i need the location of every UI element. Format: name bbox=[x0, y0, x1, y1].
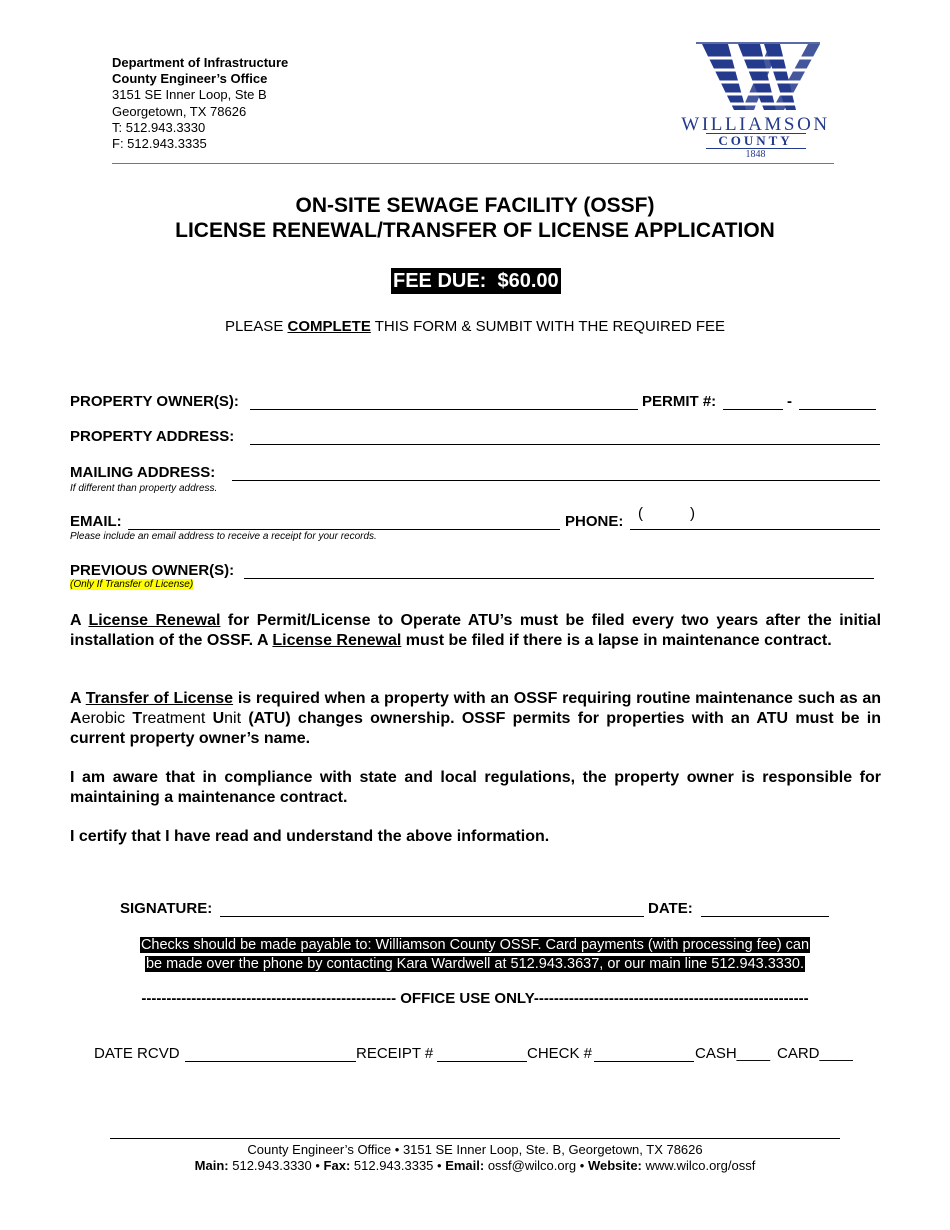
mailing-address-label: MAILING ADDRESS: bbox=[70, 464, 216, 481]
p2-initial: A bbox=[70, 710, 82, 727]
permit-number-separator: - bbox=[787, 393, 792, 410]
footer-main-phone: 512.943.3330 • bbox=[228, 1158, 324, 1173]
previous-owner-field[interactable] bbox=[244, 578, 874, 579]
signature-label: SIGNATURE: bbox=[120, 900, 213, 917]
header-divider bbox=[112, 163, 834, 164]
check-number-label: CHECK # bbox=[527, 1045, 593, 1062]
footer-fax: 512.943.3335 • bbox=[350, 1158, 446, 1173]
property-address-label: PROPERTY ADDRESS: bbox=[70, 428, 235, 445]
p1-underlined-term: License Renewal bbox=[88, 612, 221, 629]
footer-address: County Engineer’s Office • 3151 SE Inner Loop, Ste. B, Georgetown, TX 78626 bbox=[247, 1142, 703, 1157]
fee-due-badge: FEE DUE: $60.00 bbox=[393, 270, 559, 292]
instruction-post: THIS FORM & SUMBIT WITH THE REQUIRED FEE bbox=[370, 318, 726, 335]
footer-email[interactable]: ossf@wilco.org • bbox=[484, 1158, 588, 1173]
previous-owner-label: PREVIOUS OWNER(S): bbox=[70, 562, 235, 579]
mailing-address-note: If different than property address. bbox=[70, 483, 218, 494]
p2-text: is required when a property with an OSSF requiring routine maintenance such as an bbox=[233, 690, 882, 707]
p2-text: reatment bbox=[142, 710, 213, 727]
date-received-label: DATE RCVD bbox=[94, 1045, 180, 1062]
check-number-field[interactable] bbox=[594, 1061, 694, 1062]
phone-paren-open: ( bbox=[638, 505, 643, 522]
footer-email-label: Email: bbox=[445, 1158, 485, 1173]
property-owner-label: PROPERTY OWNER(S): bbox=[70, 393, 239, 410]
phone-paren-close: ) bbox=[690, 505, 695, 522]
department-address-block bbox=[112, 55, 288, 152]
phone-number: T: 512.943.3330 bbox=[112, 119, 206, 135]
payment-notice-line-1: Checks should be made payable to: Williamson County OSSF. Card payments (with processing fee) can bbox=[140, 937, 810, 953]
logo-year: 1848 bbox=[745, 149, 766, 160]
permit-number-label: PERMIT #: bbox=[642, 393, 717, 410]
office-use-heading: --------------------------------------------------- OFFICE USE ONLY------------------------------------------------------- bbox=[141, 990, 809, 1007]
p2-text: erobic bbox=[81, 710, 133, 727]
footer-contact bbox=[0, 1158, 950, 1174]
payment-notice-line-2: be made over the phone by contacting Kara Wardwell at 512.943.3637, or our main line 512.943.3330. bbox=[145, 956, 805, 972]
email-label: EMAIL: bbox=[70, 513, 122, 530]
p1-text: A bbox=[70, 612, 89, 629]
p1-underlined-term: License Renewal bbox=[272, 632, 402, 649]
form-title-line-1: ON-SITE SEWAGE FACILITY (OSSF) bbox=[295, 194, 655, 217]
logo-wordmark: WILLIAMSON bbox=[681, 114, 830, 135]
date-label: DATE: bbox=[648, 900, 693, 917]
date-field[interactable] bbox=[701, 916, 829, 917]
p1-text: for Permit/License to Operate ATU’s must be filed every two years after the initial installation of the OSSF. A bbox=[70, 612, 882, 649]
p2-text: A bbox=[70, 690, 86, 707]
certification-paragraph: I certify that I have read and understand the above information. bbox=[70, 828, 550, 845]
phone-label: PHONE: bbox=[565, 513, 624, 530]
footer-main-label: Main: bbox=[194, 1158, 229, 1173]
signature-field[interactable] bbox=[220, 916, 644, 917]
address-line-1: 3151 SE Inner Loop, Ste B bbox=[112, 87, 267, 103]
card-field[interactable]: CARD____ bbox=[777, 1045, 853, 1062]
email-note: Please include an email address to receive a receipt for your records. bbox=[70, 531, 377, 542]
responsibility-paragraph: I am aware that in compliance with state and local regulations, the property owner is responsible for maintaining a maintenance contract. bbox=[70, 769, 881, 806]
license-renewal-paragraph bbox=[70, 611, 881, 651]
permit-number-field-b[interactable] bbox=[799, 409, 876, 410]
department-name: Department of Infrastructure bbox=[112, 55, 289, 70]
footer-divider bbox=[110, 1138, 840, 1139]
cash-field[interactable]: CASH____ bbox=[695, 1045, 771, 1062]
instruction-emphasis: COMPLETE bbox=[287, 318, 371, 335]
phone-field[interactable] bbox=[630, 529, 880, 530]
instruction-text bbox=[0, 317, 950, 337]
property-address-field[interactable] bbox=[250, 444, 880, 445]
williamson-county-logo bbox=[668, 40, 843, 165]
p1-text: must be filed if there is a lapse in maintenance contract. bbox=[401, 632, 832, 649]
w-emblem-icon bbox=[668, 40, 843, 115]
instruction-pre: PLEASE bbox=[224, 318, 288, 335]
footer-website-label: Website: bbox=[587, 1158, 642, 1173]
date-received-field[interactable] bbox=[185, 1061, 356, 1062]
mailing-address-field[interactable] bbox=[232, 480, 880, 481]
p2-text: nit bbox=[224, 710, 242, 727]
previous-owner-note bbox=[70, 579, 193, 591]
permit-number-field-a[interactable] bbox=[723, 409, 783, 410]
payment-notice bbox=[0, 936, 950, 974]
p2-initial: T bbox=[132, 710, 143, 727]
receipt-number-label: RECEIPT # bbox=[356, 1045, 434, 1062]
email-field[interactable] bbox=[128, 529, 560, 530]
p2-underlined-term: Transfer of License bbox=[85, 690, 234, 707]
logo-county: COUNTY bbox=[718, 133, 793, 148]
property-owner-field[interactable] bbox=[250, 409, 638, 410]
address-line-2: Georgetown, TX 78626 bbox=[112, 103, 247, 119]
previous-owner-note-text: (Only If Transfer of License) bbox=[70, 579, 194, 590]
p2-initial: U bbox=[212, 710, 225, 727]
receipt-number-field[interactable] bbox=[437, 1061, 527, 1062]
p2-text: (ATU) changes ownership. OSSF permits for properties with an ATU must be in current property owner’s name. bbox=[70, 710, 881, 747]
office-name: County Engineer’s Office bbox=[112, 71, 268, 87]
footer-website[interactable]: www.wilco.org/ossf bbox=[641, 1158, 756, 1173]
transfer-license-paragraph bbox=[70, 689, 881, 749]
fax-number: F: 512.943.3335 bbox=[112, 136, 207, 152]
form-title-line-2: LICENSE RENEWAL/TRANSFER OF LICENSE APPLICATION bbox=[175, 219, 775, 242]
footer-fax-label: Fax: bbox=[323, 1158, 351, 1173]
